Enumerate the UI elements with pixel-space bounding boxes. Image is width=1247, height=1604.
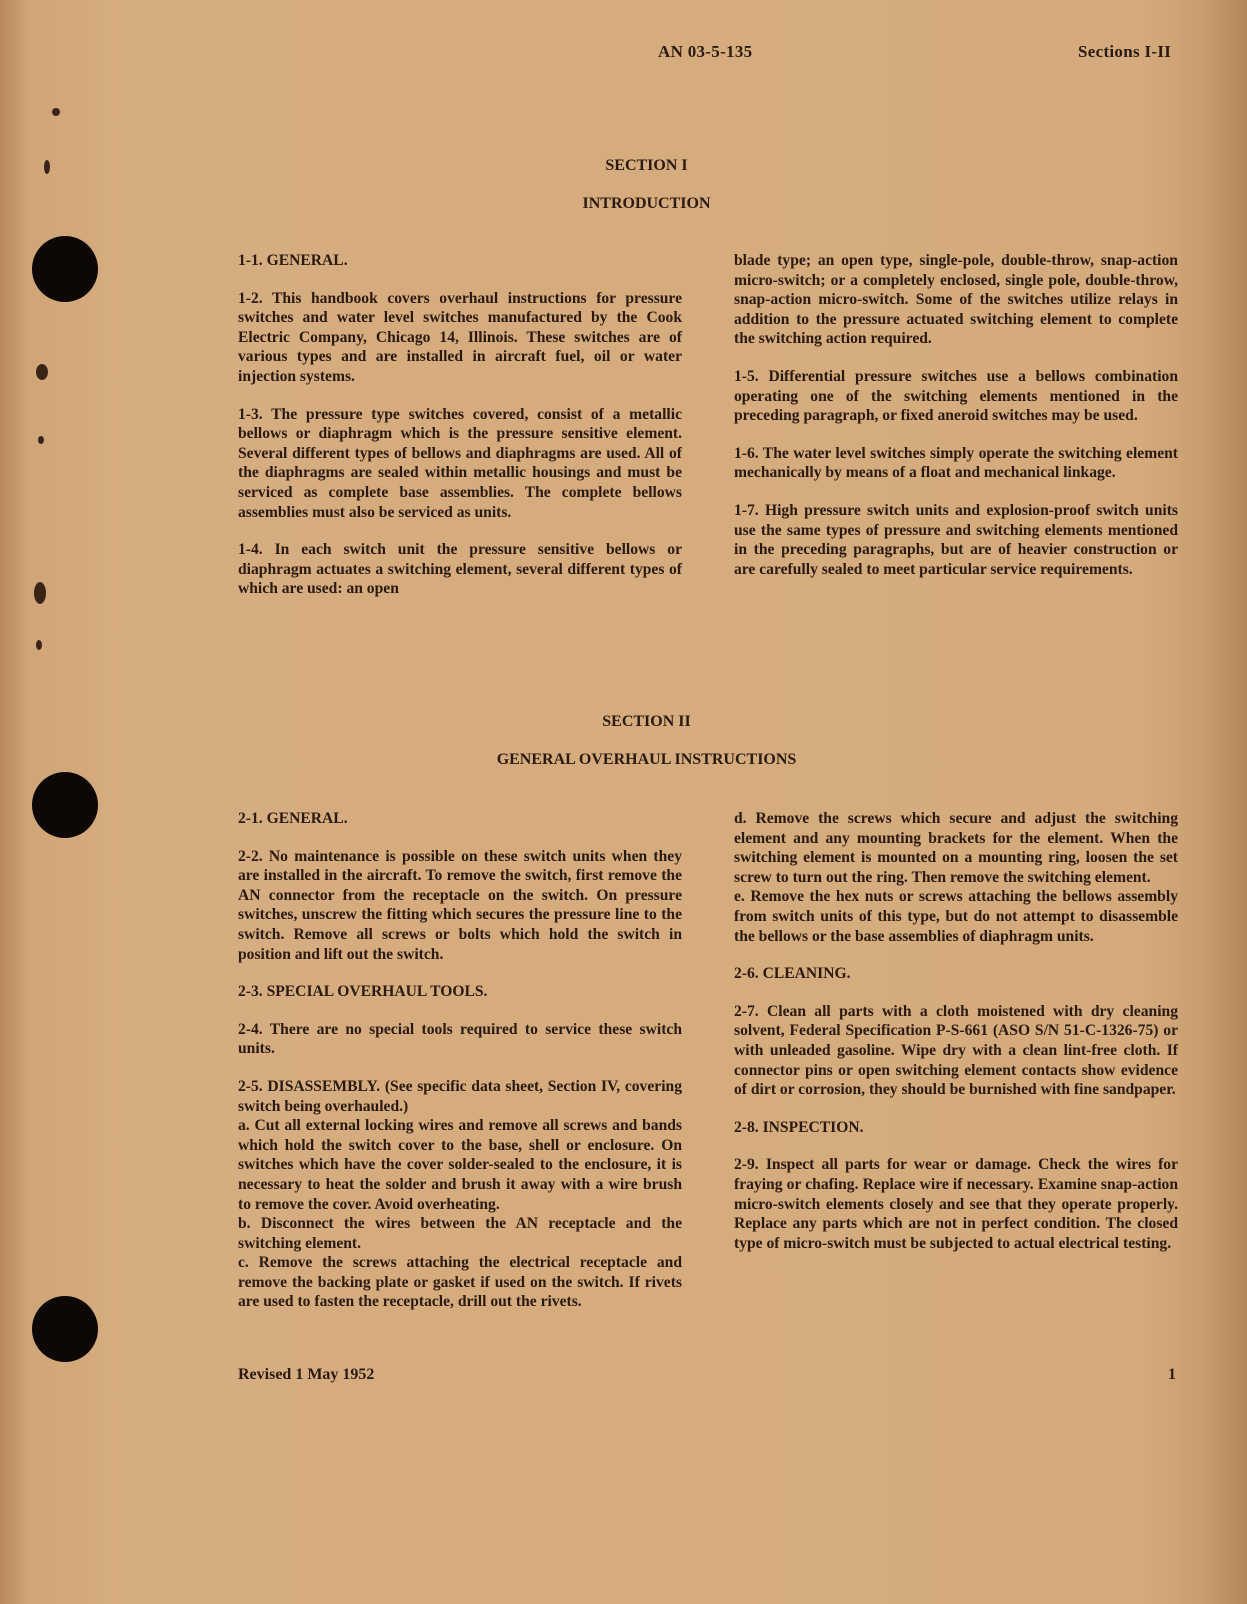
speck bbox=[52, 108, 60, 116]
paragraph-2-5: 2-5. DISASSEMBLY. (See specific data sheet, Section IV, covering switch being overhauled.) bbox=[238, 1077, 682, 1115]
section-1-title: SECTION I bbox=[605, 157, 688, 174]
paragraph-2-2: 2-2. No maintenance is possible on these switch units when they are installed in the aircraft. To remove the switch, first remove the AN connector from the receptacle on the switch. On pressure switches, unscrew the fitting which secures the pressure line to the switch. Remove all screws or bolts which hold the switch in position and lift out the switch. bbox=[238, 847, 682, 963]
paragraph-1-3: 1-3. The pressure type switches covered, consist of a metallic bellows or diaphragm which is the pressure sensitive element. Several different types of bellows and diaphragms are used. All of the diaphragms are sealed within metallic housings and must be serviced as complete base assemblies. The complete bellows assemblies must also be serviced as units. bbox=[238, 405, 682, 521]
revision-date: Revised 1 May 1952 bbox=[238, 1366, 375, 1383]
speck bbox=[36, 364, 48, 380]
paragraph-2-3: 2-3. SPECIAL OVERHAUL TOOLS. bbox=[238, 983, 488, 1001]
document-number: AN 03-5-135 bbox=[658, 42, 753, 61]
step-b: b. Disconnect the wires between the AN receptacle and the switching element. bbox=[238, 1215, 682, 1252]
section-1-subtitle: INTRODUCTION bbox=[582, 195, 711, 212]
paragraph-1-4: 1-4. In each switch unit the pressure sensitive bellows or diaphragm actuates a switching element, several different types of which are used: an open bbox=[238, 541, 682, 598]
section-2-title: SECTION II bbox=[602, 713, 691, 730]
paragraph-2-6: 2-6. CLEANING. bbox=[734, 965, 851, 983]
paragraph-2-8: 2-8. INSPECTION. bbox=[734, 1118, 864, 1136]
step-a: a. Cut all external locking wires and remove all screws and bands which hold the switch cover to the base, shell or enclosure. On switches which have the cover solder-sealed to the enclosure, it is necessary to heat the solder and brush it away with a wire brush to remove the cover. Avoid overheating. bbox=[238, 1117, 682, 1213]
paragraph-1-6: 1-6. The water level switches simply operate the switching element mechanically by means of a float and mechanical linkage. bbox=[734, 444, 1178, 482]
section-2-left-column bbox=[238, 809, 682, 1330]
speck bbox=[36, 640, 42, 650]
paragraph-2-7: 2-7. Clean all parts with a cloth moistened with dry cleaning solvent, Federal Specification P-S-661 (ASO S/N 51-C-1326-75) or with unleaded gasoline. Wipe dry with a clean lint-free cloth. If connector pins or open switching element contacts show evidence of dirt or corrosion, they should be burnished with fine sandpaper. bbox=[734, 1002, 1178, 1099]
paragraph-1-1: 1-1. GENERAL. bbox=[238, 252, 348, 269]
binder-hole-2 bbox=[32, 772, 98, 838]
section-2-right-column bbox=[734, 809, 1178, 1271]
step-d: d. Remove the screws which secure and adjust the switching element and any mounting brackets for the element. When the switching element is mounted on a mounting ring, loosen the set screw to turn out the ring. Then remove the switching element. bbox=[734, 810, 1178, 886]
paragraph-1-7: 1-7. High pressure switch units and explosion-proof switch units use the same types of pressure and switching elements mentioned in the preceding paragraphs, but are of heavier construction or are carefully sealed to meet particular service requirements. bbox=[734, 501, 1178, 578]
paragraph-2-1: 2-1. GENERAL. bbox=[238, 810, 348, 827]
speck bbox=[38, 436, 44, 444]
step-e: e. Remove the hex nuts or screws attaching the bellows assembly from switch units of this type, but do not attempt to disassemble the bellows or the base assemblies of diaphragm units. bbox=[734, 888, 1178, 945]
binder-hole-1 bbox=[32, 236, 98, 302]
paragraph-1-2: 1-2. This handbook covers overhaul instructions for pressure switches and water level switches manufactured by the Cook Electric Company, Chicago 14, Illinois. These switches are of various types and are installed in aircraft fuel, oil or water injection systems. bbox=[238, 289, 682, 385]
page-number: 1 bbox=[1168, 1366, 1176, 1383]
paragraph-2-4: 2-4. There are no special tools required to service these switch units. bbox=[238, 1020, 682, 1058]
binder-hole-3 bbox=[32, 1296, 98, 1362]
section-1-right-column bbox=[734, 251, 1178, 597]
section-1-left-column bbox=[238, 251, 682, 617]
step-c: c. Remove the screws attaching the electrical receptacle and remove the backing plate or gasket if used on the switch. If rivets are used to fasten the receptacle, drill out the rivets. bbox=[238, 1254, 682, 1311]
speck bbox=[34, 582, 46, 604]
section-2-subtitle: GENERAL OVERHAUL INSTRUCTIONS bbox=[496, 751, 797, 768]
paragraph-2-9: 2-9. Inspect all parts for wear or damage. Check the wires for fraying or chafing. Replace wire if necessary. Examine snap-action micro-switch elements closely and see that they operate properly. Replace any parts which are not in perfect condition. The closed type of micro-switch must be subjected to actual electrical testing. bbox=[734, 1156, 1178, 1252]
section-range: Sections I-II bbox=[1078, 42, 1172, 61]
paragraph-1-5: 1-5. Differential pressure switches use a bellows combination operating one of the switching elements mentioned in the preceding paragraph, or fixed aneroid switches may be used. bbox=[734, 367, 1178, 425]
paragraph-1-4-continued: blade type; an open type, single-pole, double-throw, snap-action micro-switch; or a completely enclosed, single pole, double-throw, snap-action micro-switch. Some of the switches utilize relays in addition to the pressure actuated switching element to complete the switching action required. bbox=[734, 252, 1178, 348]
